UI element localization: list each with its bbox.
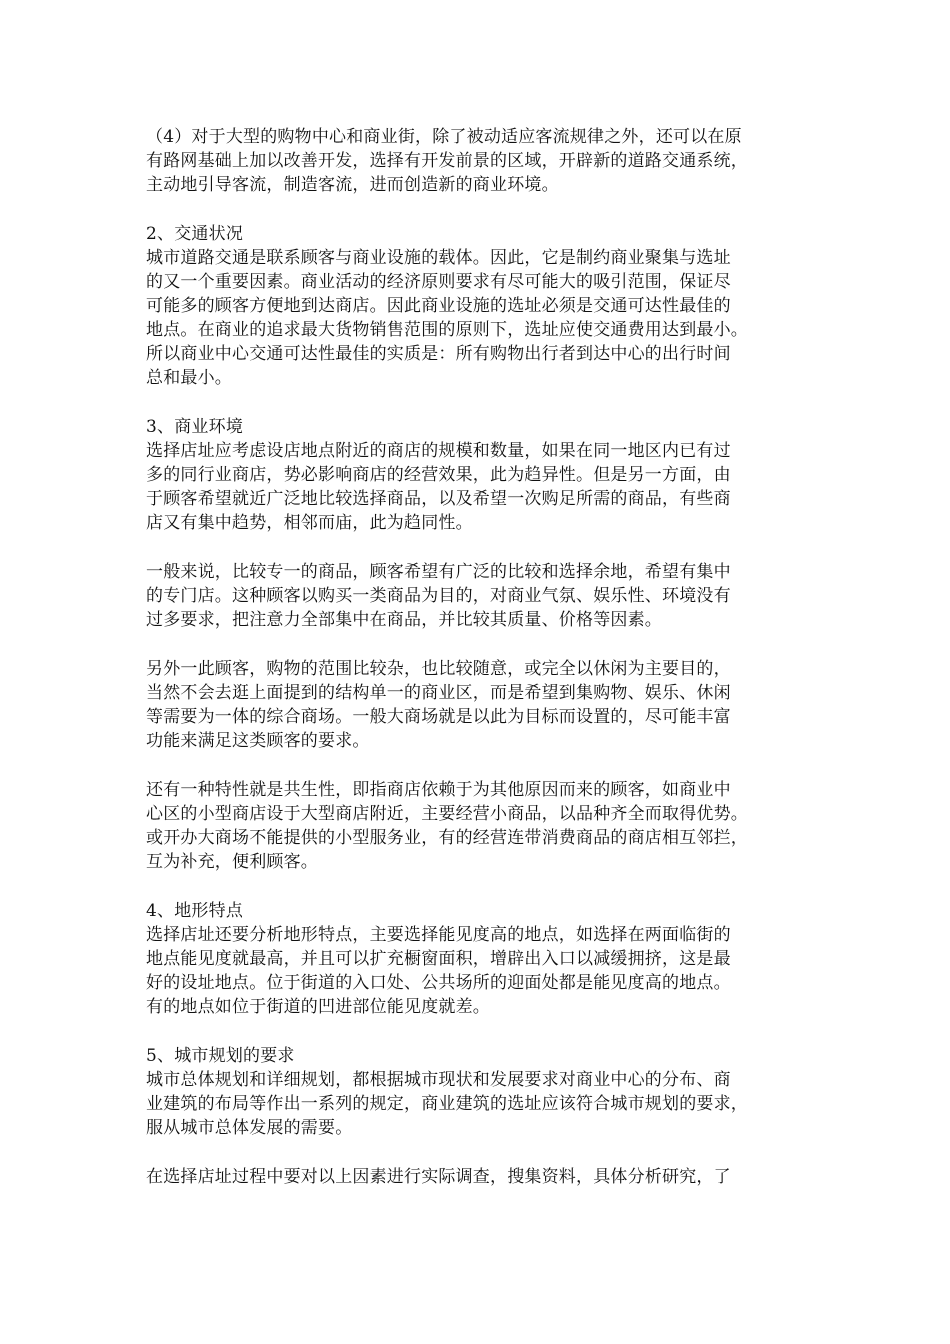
text-line: 5、城市规划的要求 bbox=[146, 1046, 295, 1066]
text-line: 服从城市总体发展的需要。 bbox=[146, 1118, 353, 1138]
text-line: 还有一种特性就是共生性，即指商店依赖于为其他原因而来的顾客，如商业中 bbox=[146, 780, 731, 800]
text-line: 4、地形特点 bbox=[146, 901, 244, 921]
text-line: 可能多的顾客方便地到达商店。因此商业设施的选址必须是交通可达性最佳的 bbox=[146, 296, 731, 316]
text-line: 有路网基础上加以改善开发，选择有开发前景的区域，开辟新的道路交通系统， bbox=[146, 151, 748, 171]
text-line: 互为补充，便利顾客。 bbox=[146, 852, 318, 872]
text-line: 或开办大商场不能提供的小型服务业，有的经营连带消费商品的商店相互邻拦， bbox=[146, 828, 748, 848]
text-line: 功能来满足这类顾客的要求。 bbox=[146, 731, 370, 751]
text-line: 过多要求，把注意力全部集中在商品，并比较其质量、价格等因素。 bbox=[146, 610, 662, 630]
text-line: 好的设址地点。位于街道的入口处、公共场所的迎面处都是能见度高的地点。 bbox=[146, 973, 731, 993]
text-line: 的又一个重要因素。商业活动的经济原则要求有尽可能大的吸引范围，保证尽 bbox=[146, 272, 731, 292]
paragraph bbox=[146, 1044, 826, 1140]
paragraph bbox=[146, 657, 826, 753]
paragraph bbox=[146, 125, 826, 197]
text-line: 业建筑的布局等作出一系列的规定，商业建筑的选址应该符合城市规划的要求， bbox=[146, 1094, 748, 1114]
paragraph bbox=[146, 1165, 826, 1189]
text-line: 当然不会去逛上面提到的结构单一的商业区，而是希望到集购物、娱乐、休闲 bbox=[146, 683, 731, 703]
text-line: 心区的小型商店设于大型商店附近，主要经营小商品，以品种齐全而取得优势。 bbox=[146, 804, 748, 824]
paragraph bbox=[146, 560, 826, 632]
text-line: 多的同行业商店，势必影响商店的经营效果，此为趋异性。但是另一方面，由 bbox=[146, 465, 731, 485]
text-line: 选择店址还要分析地形特点，主要选择能见度高的地点，如选择在两面临街的 bbox=[146, 925, 731, 945]
text-line: 一般来说，比较专一的商品，顾客希望有广泛的比较和选择余地，希望有集中 bbox=[146, 562, 731, 582]
text-line: 的专门店。这种顾客以购买一类商品为目的，对商业气氛、娱乐性、环境没有 bbox=[146, 586, 731, 606]
text-line: 另外一此顾客，购物的范围比较杂，也比较随意，或完全以休闲为主要目的， bbox=[146, 659, 731, 679]
paragraph bbox=[146, 222, 826, 390]
text-line: 于顾客希望就近广泛地比较选择商品，以及希望一次购足所需的商品，有些商 bbox=[146, 489, 731, 509]
text-line: 地点能见度就最高，并且可以扩充橱窗面积，增辟出入口以减缓拥挤，这是最 bbox=[146, 949, 731, 969]
text-line: 有的地点如位于街道的凹进部位能见度就差。 bbox=[146, 997, 490, 1017]
text-line: （4）对于大型的购物中心和商业街，除了被动适应客流规律之外，还可以在原 bbox=[146, 127, 742, 147]
text-line: 3、商业环境 bbox=[146, 417, 244, 437]
text-line: 等需要为一体的综合商场。一般大商场就是以此为目标而设置的，尽可能丰富 bbox=[146, 707, 731, 727]
text-line: 总和最小。 bbox=[146, 368, 232, 388]
text-line: 店又有集中趋势，相邻而庙，此为趋同性。 bbox=[146, 513, 473, 533]
text-line: 城市道路交通是联系顾客与商业设施的载体。因此，它是制约商业聚集与选址 bbox=[146, 248, 731, 268]
paragraph bbox=[146, 899, 826, 1019]
text-line: 城市总体规划和详细规划，都根据城市现状和发展要求对商业中心的分布、商 bbox=[146, 1070, 731, 1090]
text-line: 2、交通状况 bbox=[146, 224, 244, 244]
document-page bbox=[146, 125, 826, 1214]
text-line: 选择店址应考虑设店地点附近的商店的规模和数量，如果在同一地区内已有过 bbox=[146, 441, 731, 461]
text-line: 在选择店址过程中要对以上因素进行实际调查，搜集资料，具体分析研究，了 bbox=[146, 1167, 731, 1187]
paragraph bbox=[146, 778, 826, 874]
text-line: 地点。在商业的追求最大货物销售范围的原则下，选址应使交通费用达到最小。 bbox=[146, 320, 748, 340]
paragraph bbox=[146, 415, 826, 535]
text-line: 所以商业中心交通可达性最佳的实质是：所有购物出行者到达中心的出行时间 bbox=[146, 344, 731, 364]
text-line: 主动地引导客流，制造客流，进而创造新的商业环境。 bbox=[146, 175, 559, 195]
